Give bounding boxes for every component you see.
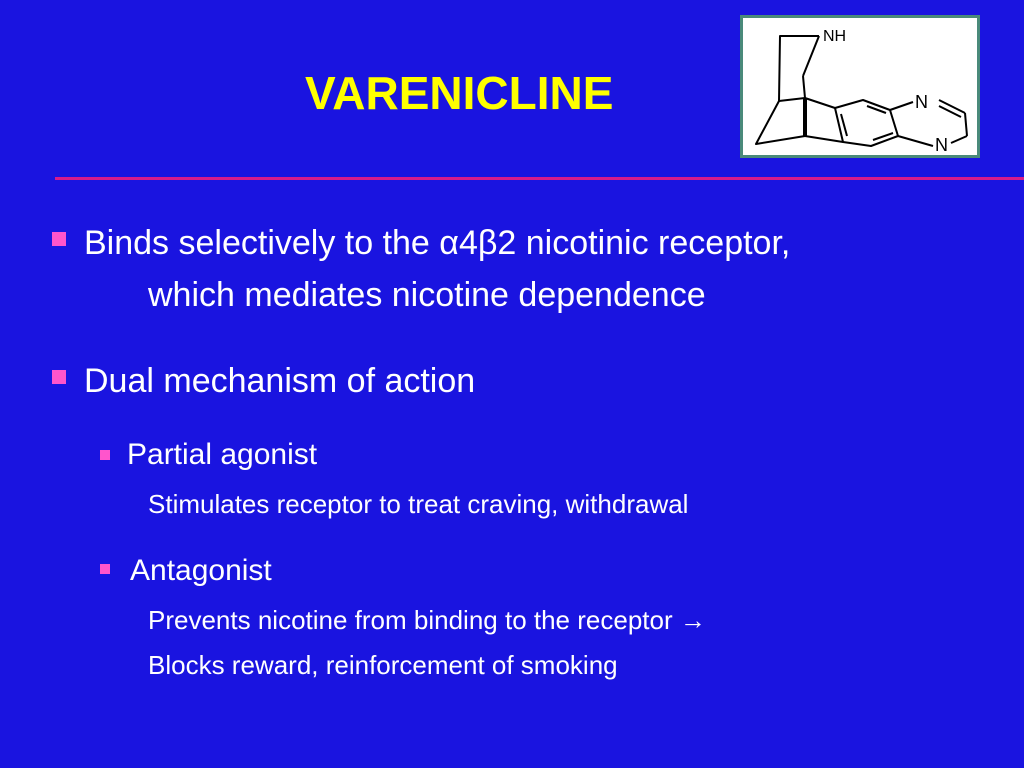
bond-n1-c-double — [939, 106, 961, 117]
bullet-square-icon — [52, 370, 66, 384]
bond-c-c — [965, 113, 967, 136]
bond-to-benzene-top — [805, 98, 835, 108]
bond-c-n2 — [951, 136, 967, 143]
sub-bullet-square-icon — [100, 450, 110, 460]
sub-bullet-antagonist: Antagonist — [130, 554, 272, 587]
benzene-inner-bond-1 — [841, 114, 847, 136]
bond-n1-c — [939, 100, 965, 113]
bullet-1-line-2: which mediates nicotine dependence — [148, 276, 706, 314]
bond-bottom-left — [756, 101, 805, 144]
bond-to-n1 — [890, 102, 913, 110]
bond-to-n2 — [898, 136, 933, 146]
chemical-structure — [740, 15, 980, 158]
antagonist-detail-1: Prevents nicotine from binding to the receptor → — [148, 605, 706, 635]
slide-title: VARENICLINE — [305, 67, 614, 119]
antagonist-detail-2: Blocks reward, reinforcement of smoking — [148, 650, 618, 680]
bond-bridgehead — [779, 98, 805, 101]
bullet-2-text: Dual mechanism of action — [84, 362, 476, 400]
bond-to-benzene-bottom — [805, 136, 843, 142]
bullet-square-icon — [52, 232, 66, 246]
bond-bridge-down — [803, 76, 805, 98]
bond-nh-diagonal — [803, 36, 819, 76]
bullet-1-line-1: Binds selectively to the α4β2 nicotinic receptor, — [84, 224, 791, 262]
atom-n1-label: N — [915, 92, 928, 112]
varenicline-structure-diagram — [743, 18, 977, 155]
sub-bullet-square-icon — [100, 564, 110, 574]
atom-nh-label: NH — [823, 28, 847, 45]
atom-n2-label: N — [935, 135, 948, 155]
sub-bullet-partial-agonist: Partial agonist — [127, 438, 318, 471]
bond-left-bridge — [779, 36, 819, 101]
partial-agonist-detail: Stimulates receptor to treat craving, withdrawal — [148, 489, 689, 519]
title-divider — [55, 177, 1024, 180]
